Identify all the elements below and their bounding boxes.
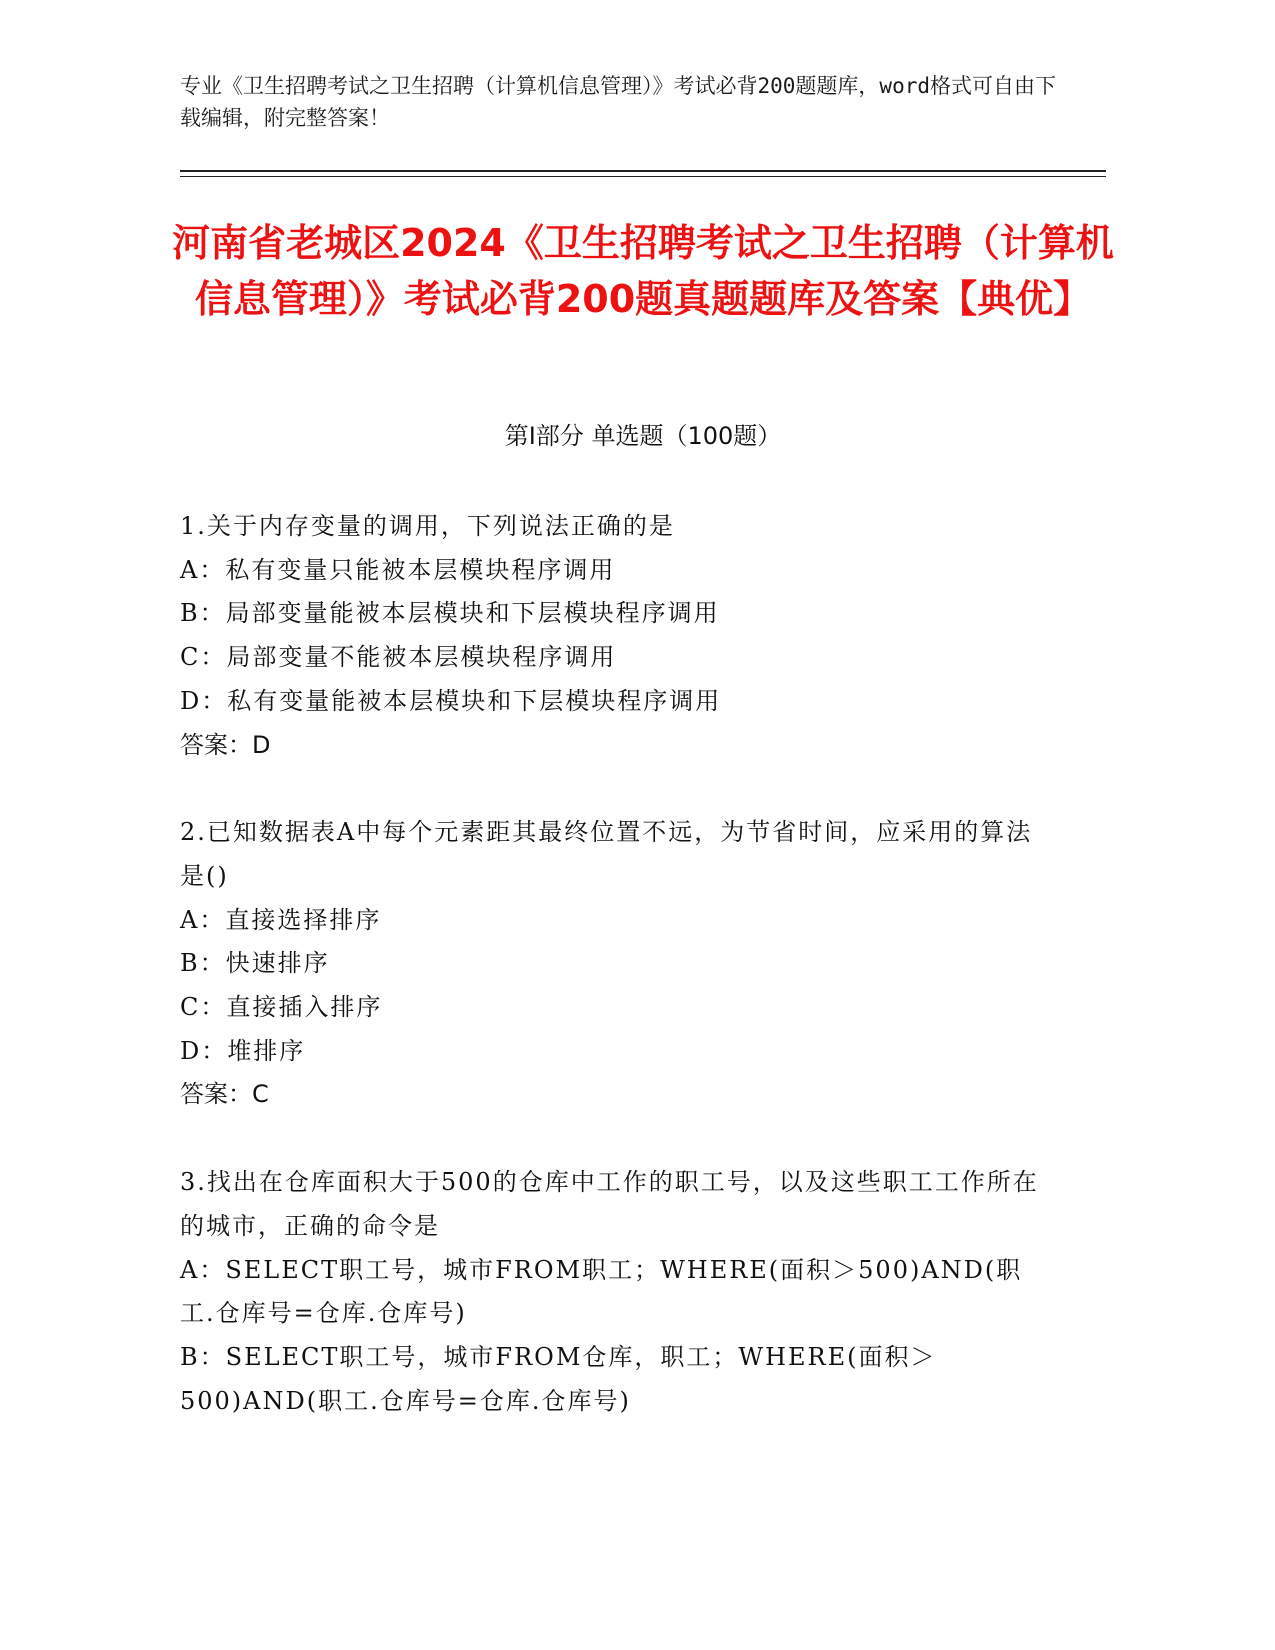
option-b: B：SELECT职工号，城市FROM仓库，职工；WHERE(面积＞500)AND(职工.仓库号=仓库.仓库号) bbox=[180, 1342, 937, 1415]
question-1 bbox=[180, 505, 1040, 767]
option-a: A：私有变量只能被本层模块程序调用 bbox=[180, 555, 616, 584]
header-divider-thin bbox=[180, 176, 1106, 177]
header-note: 专业《卫生招聘考试之卫生招聘（计算机信息管理）》考试必背200题题库，word格式可自由下载编辑，附完整答案！ bbox=[180, 74, 1056, 130]
option-a: A：直接选择排序 bbox=[180, 905, 382, 934]
header-divider-thick bbox=[180, 170, 1106, 172]
option-a: A：SELECT职工号，城市FROM职工；WHERE(面积＞500)AND(职工.仓库号=仓库.仓库号) bbox=[180, 1255, 1023, 1328]
question-stem: 2.已知数据表A中每个元素距其最终位置不远，为节省时间，应采用的算法是() bbox=[180, 818, 1033, 890]
option-d: D：堆排序 bbox=[180, 1036, 306, 1065]
section-title: 第Ⅰ部分 单选题（100题） bbox=[504, 422, 782, 450]
option-b: B：快速排序 bbox=[180, 949, 330, 978]
question-stem: 3.找出在仓库面积大于500的仓库中工作的职工号，以及这些职工工作所在的城市，正确的命令是 bbox=[180, 1168, 1039, 1240]
question-stem: 1.关于内存变量的调用，下列说法正确的是 bbox=[180, 512, 675, 540]
question-list bbox=[180, 505, 1040, 1467]
document-title: 河南省老城区2024《卫生招聘考试之卫生招聘（计算机信息管理）》考试必背200题真题题库及答案【典优】 bbox=[172, 221, 1114, 321]
answer-label: 答案：D bbox=[180, 730, 271, 759]
option-c: C：直接插入排序 bbox=[180, 993, 383, 1022]
question-3 bbox=[180, 1161, 1040, 1423]
option-d: D：私有变量能被本层模块和下层模块程序调用 bbox=[180, 686, 722, 715]
option-b: B：局部变量能被本层模块和下层模块程序调用 bbox=[180, 599, 720, 628]
question-2 bbox=[180, 811, 1040, 1117]
option-c: C：局部变量不能被本层模块程序调用 bbox=[180, 643, 617, 672]
answer-label: 答案：C bbox=[180, 1080, 269, 1109]
